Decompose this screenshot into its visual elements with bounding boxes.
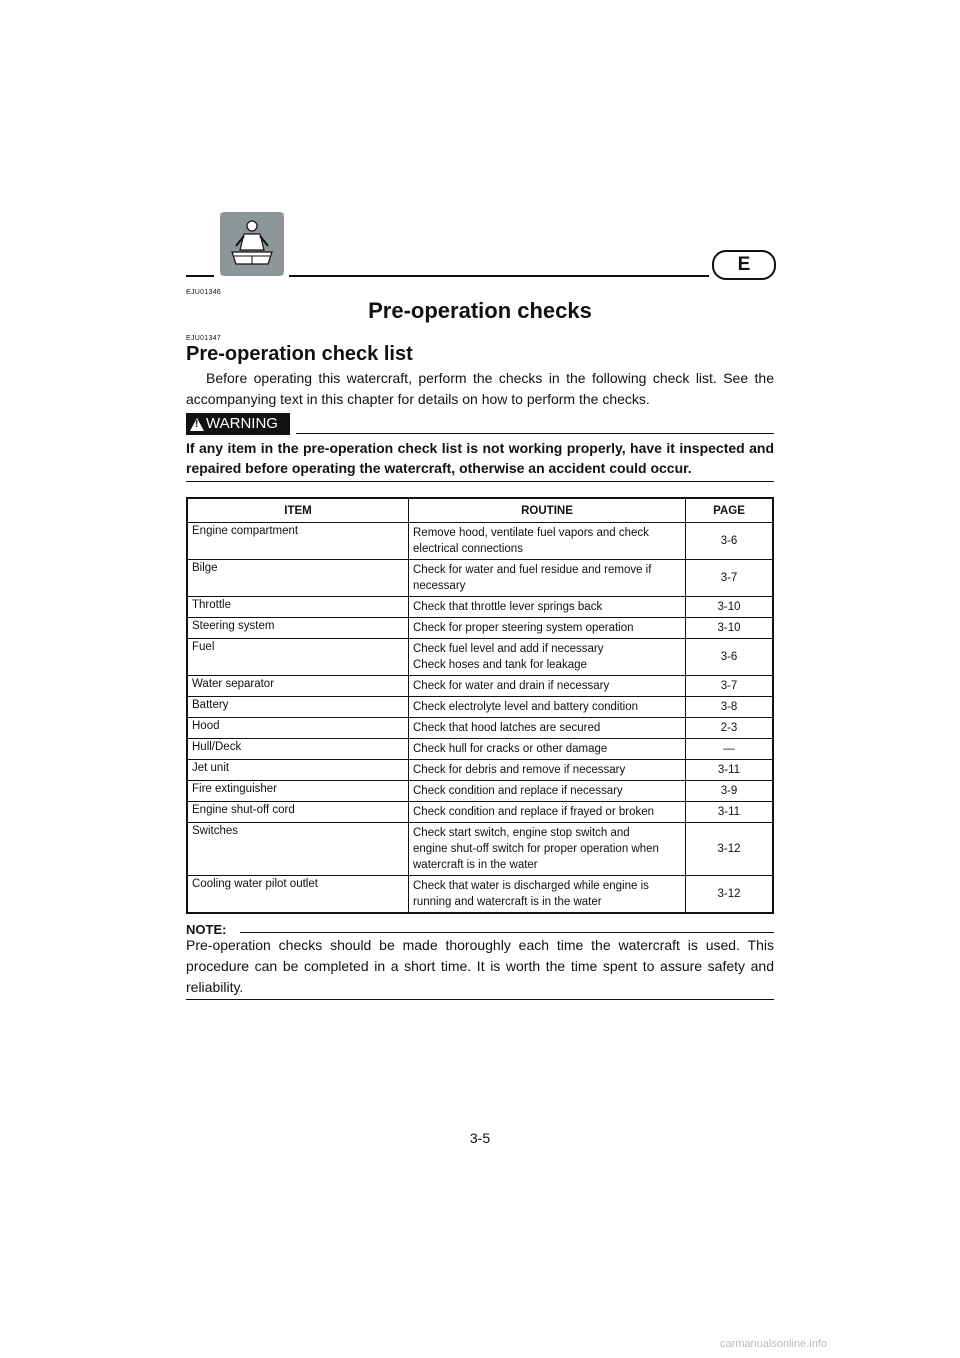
- cell-page: 3-6: [686, 523, 774, 560]
- cell-page: 3-11: [686, 760, 774, 781]
- header-item: ITEM: [187, 498, 409, 523]
- table-row: [187, 739, 773, 760]
- cell-item: Cooling water pilot outlet: [187, 876, 409, 914]
- table-row: [187, 676, 773, 697]
- table-row: [187, 718, 773, 739]
- cell-routine: Check that hood latches are secured: [409, 718, 686, 739]
- cell-routine: Check for debris and remove if necessary: [409, 760, 686, 781]
- cell-routine: Check condition and replace if necessary: [409, 781, 686, 802]
- warning-text: If any item in the pre-operation check list is not working properly, have it inspected and repaired before operating the watercraft, otherwise an accident could occur.: [186, 440, 774, 476]
- cell-routine: Check electrolyte level and battery condition: [409, 697, 686, 718]
- intro-paragraph: Before operating this watercraft, perform the checks in the following check list. See the accompanying text in this chapter for details on how to perform the checks.: [186, 370, 774, 407]
- cell-routine: Check condition and replace if frayed or broken: [409, 802, 686, 823]
- cell-page: 3-10: [686, 618, 774, 639]
- watermark: carmanualsonline.info: [720, 1338, 828, 1350]
- warning-bottom-rule: [186, 481, 774, 482]
- header-rule-right: [289, 275, 709, 277]
- cell-item: Switches: [187, 823, 409, 876]
- cell-item: Steering system: [187, 618, 409, 639]
- cell-page: —: [686, 739, 774, 760]
- cell-item: Engine compartment: [187, 523, 409, 560]
- cell-page: 3-9: [686, 781, 774, 802]
- cell-item: Battery: [187, 697, 409, 718]
- table-row: [187, 802, 773, 823]
- note-bottom-rule: [186, 999, 774, 1000]
- table-row: [187, 697, 773, 718]
- cell-item: Bilge: [187, 560, 409, 597]
- cell-page: 3-11: [686, 802, 774, 823]
- table-header-row: [187, 498, 773, 523]
- table-row: [187, 618, 773, 639]
- cell-routine: Check for water and fuel residue and remove if necessary: [409, 560, 686, 597]
- cell-page: 3-10: [686, 597, 774, 618]
- section-title: Pre-operation check list: [186, 343, 413, 365]
- cell-page: 3-12: [686, 823, 774, 876]
- cell-page: 3-12: [686, 876, 774, 914]
- cell-item: Engine shut-off cord: [187, 802, 409, 823]
- note-rule: [240, 932, 774, 933]
- chapter-code: EJU01346: [186, 289, 222, 296]
- header-page: PAGE: [686, 498, 774, 523]
- cell-item: Hood: [187, 718, 409, 739]
- warning-label: [186, 413, 290, 435]
- cell-page: 3-6: [686, 639, 774, 676]
- note-text: Pre-operation checks should be made thoroughly each time the watercraft is used. This procedure can be completed in a short time. It is worth the time spent to assure safety and reliability.: [186, 937, 774, 995]
- language-badge: E: [712, 250, 776, 280]
- table-body: [187, 523, 773, 914]
- cell-item: Water separator: [187, 676, 409, 697]
- table-row: [187, 760, 773, 781]
- table-row: [187, 823, 773, 876]
- header-rule-left: [186, 275, 214, 277]
- jet-ski-rider-icon: [220, 212, 284, 276]
- cell-item: Fire extinguisher: [187, 781, 409, 802]
- table-row: [187, 597, 773, 618]
- table-row: [187, 560, 773, 597]
- warning-icon: [190, 418, 204, 431]
- cell-item: Throttle: [187, 597, 409, 618]
- table-row: [187, 781, 773, 802]
- cell-page: 2-3: [686, 718, 774, 739]
- warning-label-text: WARNING: [206, 415, 278, 432]
- cell-routine: Check for proper steering system operation: [409, 618, 686, 639]
- cell-routine: Check fuel level and add if necessary Check hoses and tank for leakage: [409, 639, 686, 676]
- warning-rule: [296, 433, 774, 434]
- cell-routine: Check start switch, engine stop switch and engine shut-off switch for proper operation when watercraft is in the water: [409, 823, 686, 876]
- table-row: [187, 523, 773, 560]
- note-label: NOTE:: [186, 922, 227, 937]
- cell-routine: Check that throttle lever springs back: [409, 597, 686, 618]
- cell-routine: Check that water is discharged while engine is running and watercraft is in the water: [409, 876, 686, 914]
- cell-item: Jet unit: [187, 760, 409, 781]
- pre-operation-check-table: [186, 497, 774, 914]
- cell-page: 3-8: [686, 697, 774, 718]
- cell-routine: Check hull for cracks or other damage: [409, 739, 686, 760]
- cell-item: Fuel: [187, 639, 409, 676]
- page-title: Pre-operation checks: [368, 298, 592, 323]
- chapter-icon: [220, 212, 284, 276]
- table-row: [187, 639, 773, 676]
- table-row: [187, 876, 773, 914]
- cell-item: Hull/Deck: [187, 739, 409, 760]
- cell-page: 3-7: [686, 676, 774, 697]
- cell-routine: Remove hood, ventilate fuel vapors and check electrical connections: [409, 523, 686, 560]
- cell-routine: Check for water and drain if necessary: [409, 676, 686, 697]
- cell-page: 3-7: [686, 560, 774, 597]
- section-code: EJU01347: [186, 335, 222, 342]
- header-routine: ROUTINE: [409, 498, 686, 523]
- page-number: 3-5: [469, 1130, 491, 1146]
